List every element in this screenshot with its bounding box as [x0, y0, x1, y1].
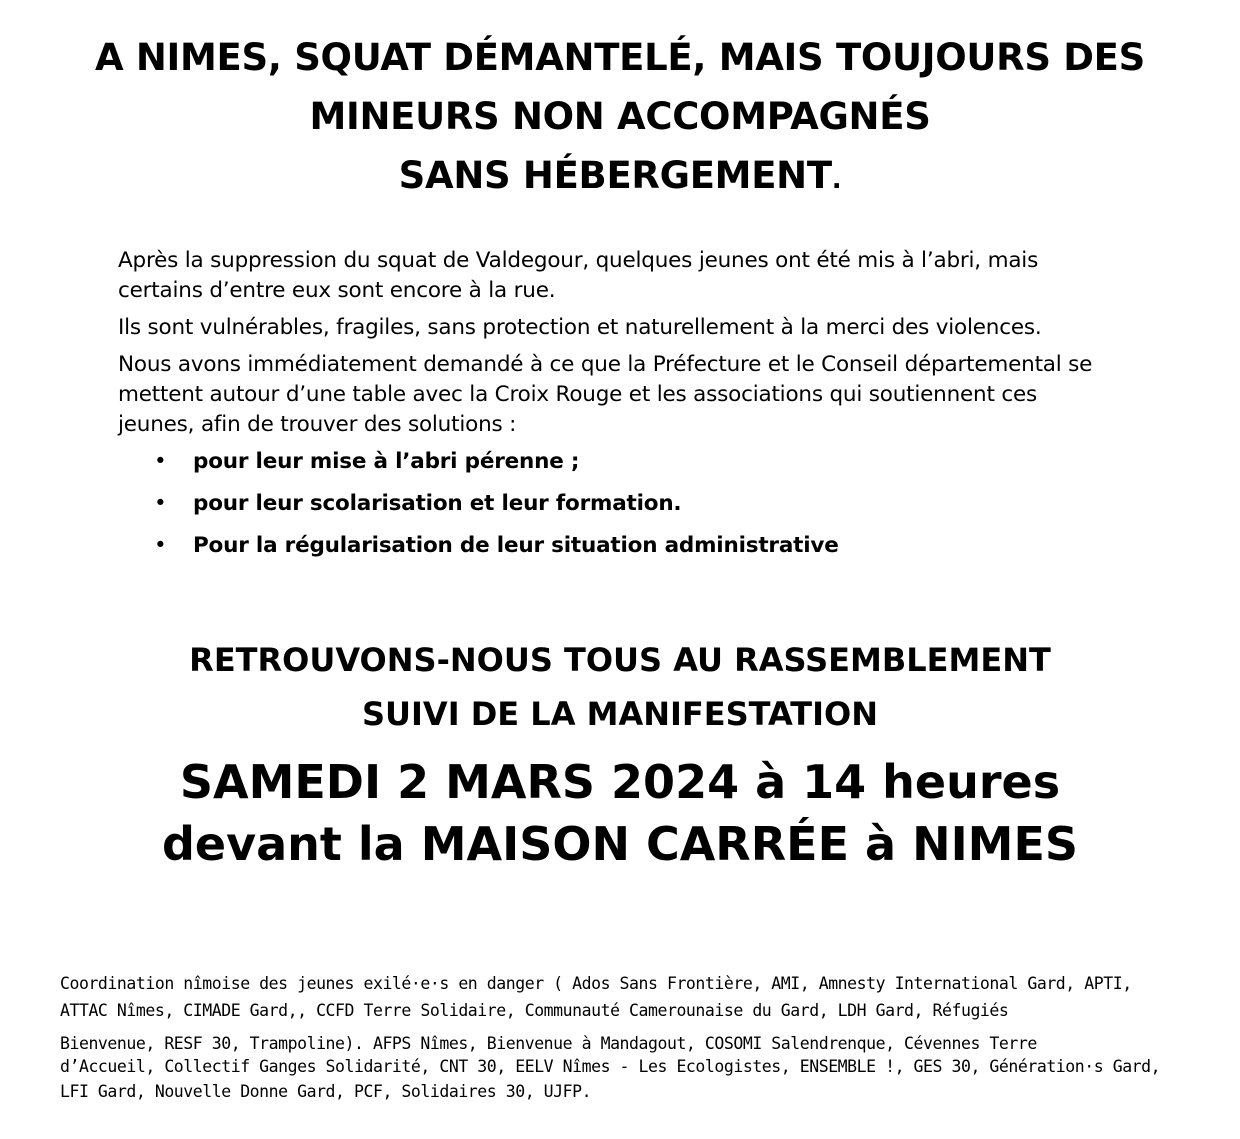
bullet-icon: • — [154, 491, 167, 516]
bullet-icon: • — [154, 449, 167, 474]
flyer-title — [0, 28, 1240, 210]
demands-list — [118, 447, 1118, 561]
title-period: . — [831, 165, 842, 195]
list-item-text: pour leur mise à l’abri pérenne ; — [193, 449, 580, 474]
event-location: devant la MAISON CARRÉE à NIMES — [161, 817, 1079, 871]
event-date-time: SAMEDI 2 MARS 2024 à 14 heures — [179, 755, 1061, 809]
march-subheading: SUIVI DE LA MANIFESTATION — [361, 695, 878, 733]
paragraph-1: Après la suppression du squat de Valdegour, quelques jeunes ont été mis à l’abri, mais certains d’entre eux sont encore à la rue. — [118, 248, 1039, 303]
signatories-line: d’Accueil, Collectif Ganges Solidarité, CNT 30, EELV Nîmes - Les Ecologistes, ENSEMBLE !, GES 30, Génération·s Gard, — [60, 1057, 1161, 1076]
list-item — [118, 447, 1118, 477]
signatories-line: LFI Gard, Nouvelle Donne Gard, PCF, Solidaires 30, UJFP. — [60, 1082, 592, 1101]
signatories-line: Coordination nîmoise des jeunes exilé·e·s en danger ( Ados Sans Frontière, AMI, Amnesty International Gard, APTI, — [60, 974, 1132, 993]
list-item-text: pour leur scolarisation et leur formation. — [193, 491, 682, 516]
paragraph-2: Ils sont vulnérables, fragiles, sans protection et naturellement à la merci des violences. — [118, 315, 1042, 340]
list-item — [118, 531, 1118, 561]
title-line-3-text: SANS HÉBERGEMENT — [398, 154, 832, 197]
title-line-2: MINEURS NON ACCOMPAGNÉS — [309, 95, 931, 138]
signatories-line: Bienvenue, RESF 30, Trampoline). AFPS Nîmes, Bienvenue à Mandagout, COSOMI Salendrenque, Cévennes Terre — [60, 1034, 1037, 1053]
signatories-line: ATTAC Nîmes, CIMADE Gard,, CCFD Terre Solidaire, Communauté Camerounaise du Gard, LDH Gard, Réfugiés — [60, 1001, 1009, 1020]
title-line-1: A NIMES, SQUAT DÉMANTELÉ, MAIS TOUJOURS DES — [94, 36, 1146, 79]
body-text — [118, 246, 1118, 573]
list-item — [118, 489, 1118, 519]
title-line-3 — [0, 146, 1240, 210]
rally-heading: RETROUVONS-NOUS TOUS AU RASSEMBLEMENT — [189, 641, 1051, 679]
signatories-block — [60, 970, 1180, 1105]
bullet-icon: • — [154, 533, 167, 558]
list-item-text: Pour la régularisation de leur situation administrative — [193, 533, 839, 558]
paragraph-3: Nous avons immédiatement demandé à ce que la Préfecture et le Conseil départemental se mettent autour d’une table avec la Croix Rouge et les associations qui soutiennent ces jeunes, afin de trouver des solutions : — [118, 352, 1093, 437]
